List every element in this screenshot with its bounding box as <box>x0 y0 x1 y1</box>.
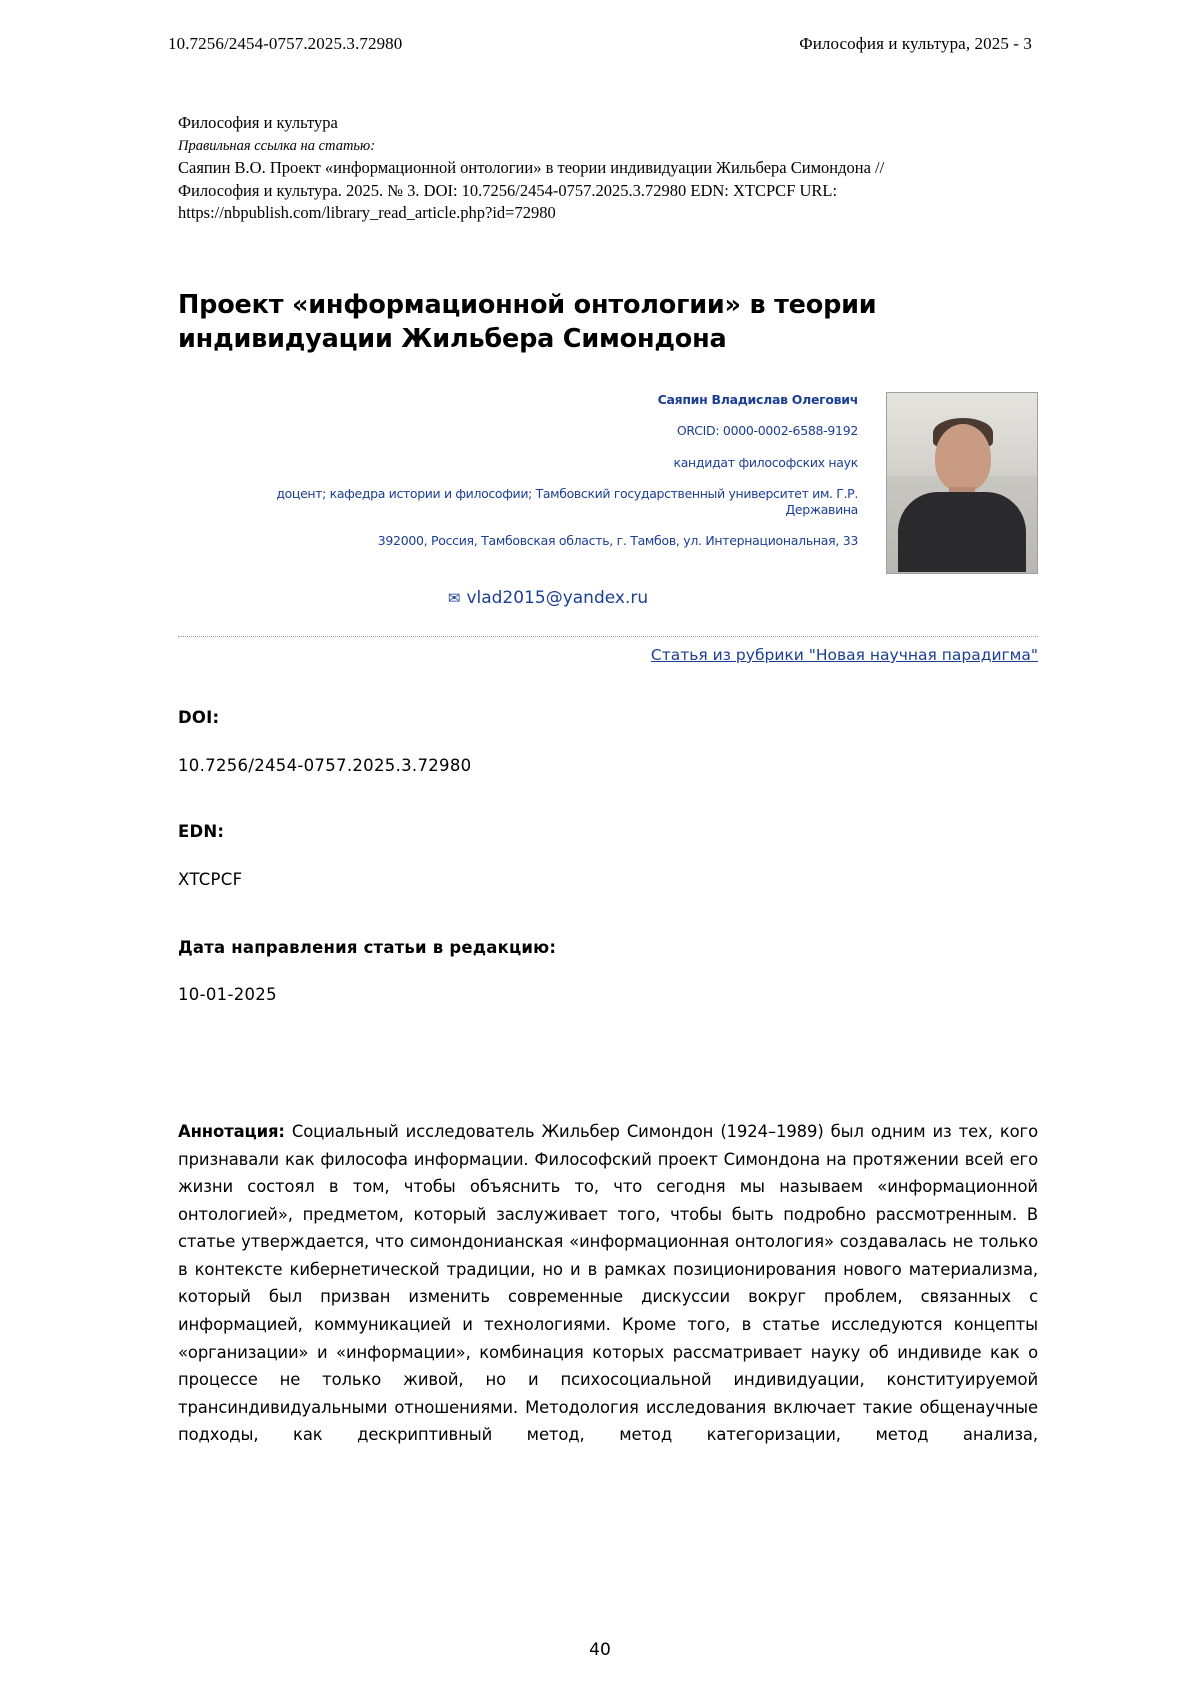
author-name: Саяпин Владислав Олегович <box>657 392 858 407</box>
photo-head <box>935 424 991 492</box>
running-head-journal: Философия и культура, 2025 - 3 <box>799 34 1032 53</box>
citation-block <box>178 112 968 225</box>
journal-name: Философия и культура <box>178 113 338 132</box>
edn-value: XTCPCF <box>178 870 243 889</box>
doi-label: DOI: <box>178 708 220 727</box>
author-affiliation: доцент; кафедра истории и философии; Тамбовский государственный университет им. Г.Р. Державина <box>276 485 858 517</box>
author-photo <box>886 392 1038 574</box>
rubric-link[interactable]: Статья из рубрики "Новая научная парадигма" <box>650 646 1038 664</box>
author-details <box>238 392 858 550</box>
author-block <box>178 392 1038 627</box>
edn-label: EDN: <box>178 822 225 841</box>
abstract-label: Аннотация: <box>178 1122 285 1141</box>
citation-howto-label: Правильная ссылка на статью: <box>178 137 376 154</box>
abstract-text: Социальный исследователь Жильбер Симондон (1924–1989) был одним из тех, кого признавали как философа информации. Философский проект Симондона на протяжении всей его жизни состоял в том, чтобы объяснить то, что сегодня мы называем «информационной онтологией», предметом, который заслуживает того, чтобы быть подробно рассмотренным. В статье утверждается, что симондонианская «информационная онтология» создавалась не только в контексте кибернетической традиции, но и в рамках позиционирования нового материализма, который был призван изменить современные дискуссии вокруг проблем, связанных с информацией, коммуникацией и технологиями. Кроме того, в статье исследуются концепты «организации» и «информации», комбинация которых рассматривает науку об индивиде как о процессе не только живой, но и психосоциальной индивидуации, конституируемой трансиндивидуальными отношениями. Методология исследования включает такие общенаучные подходы, как дескриптивный метод, метод категоризации, метод анализа, <box>178 1122 1038 1445</box>
author-email[interactable] <box>238 588 858 608</box>
divider <box>178 636 1038 637</box>
citation-reference: Саяпин В.О. Проект «информационной онтологии» в теории индивидуации Жильбера Симондона // Философия и культура. 2025. № 3. DOI: 10.7256/2454-0757.2025.3.72980 EDN: XTCPCF URL: https://nbpublish.com/library_read_article.php?id=72980 <box>178 157 885 223</box>
page-title: Проект «информационной онтологии» в теории индивидуации Жильбера Симондона <box>178 290 877 354</box>
photo-body <box>898 492 1026 572</box>
page-number: 40 <box>589 1640 611 1660</box>
envelope-icon: ✉ <box>447 589 461 607</box>
submission-date-label: Дата направления статьи в редакцию: <box>178 938 557 957</box>
abstract-block <box>178 1118 1038 1449</box>
running-head-doi: 10.7256/2454-0757.2025.3.72980 <box>168 34 403 53</box>
author-email-text: vlad2015@yandex.ru <box>466 588 649 608</box>
running-head <box>168 34 1032 54</box>
submission-date-value: 10-01-2025 <box>178 985 277 1004</box>
author-address: 392000, Россия, Тамбовская область, г. Тамбов, ул. Интернациональная, 33 <box>377 533 858 549</box>
doi-value: 10.7256/2454-0757.2025.3.72980 <box>178 756 472 775</box>
rubric-line <box>178 646 1038 664</box>
author-degree: кандидат философских наук <box>673 454 858 470</box>
author-orcid: ORCID: 0000-0002-6588-9192 <box>676 423 858 439</box>
